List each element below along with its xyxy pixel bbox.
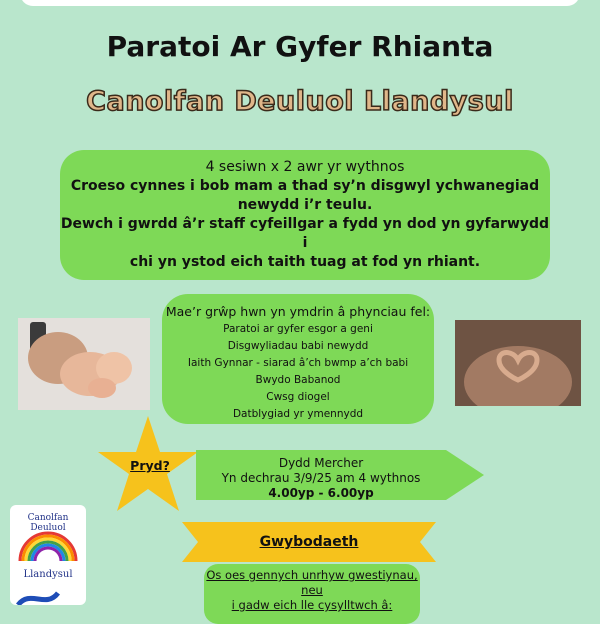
logo-top-text: Canolfan Deuluol	[27, 513, 69, 533]
contact-line: Os oes gennych unrhyw gwestiynau, neu	[206, 568, 418, 597]
intro-box	[60, 150, 550, 280]
baby-hands-photo	[18, 318, 150, 410]
topic-item: Iaith Gynnar - siarad â’ch bwmp a’ch babi	[187, 357, 409, 369]
family-centre-logo	[10, 505, 86, 605]
intro-line: newydd i’r teulu.	[237, 197, 373, 213]
when-line: Dydd Mercher	[278, 456, 364, 470]
intro-line: Dewch i gwrdd â’r staff cyfeillgar a fydd yn dod yn gyfarwydd i	[60, 216, 550, 251]
topic-item: Disgwyliadau babi newydd	[227, 340, 369, 352]
intro-line: Croeso cynnes i bob mam a thad sy’n disgwyl ychwanegiad	[70, 178, 540, 194]
logo-bottom-text: Llandysul	[23, 569, 73, 580]
when-details	[196, 456, 446, 501]
intro-line: 4 sesiwn x 2 awr yr wythnos	[205, 159, 405, 175]
topic-item: Datblygiad yr ymennydd	[232, 408, 364, 420]
topic-item: Paratoi ar gyfer esgor a geni	[223, 323, 373, 335]
top-banner-pill	[20, 0, 580, 6]
topics-heading: Mae’r grŵp hwn yn ymdrin â phynciau fel:	[165, 304, 431, 319]
contact-box	[204, 564, 420, 624]
intro-line: chi yn ystod eich taith tuag at fod yn rhiant.	[129, 254, 481, 270]
page-title: Paratoi Ar Gyfer Rhianta	[106, 30, 494, 63]
info-label: Gwybodaeth	[259, 534, 359, 550]
page-subtitle: Canolfan Deuluol Llandysul	[86, 86, 514, 117]
topics-box	[162, 294, 434, 424]
rainbow-icon	[10, 527, 86, 567]
river-wave-icon	[10, 585, 86, 605]
when-label: Pryd?	[130, 458, 170, 473]
topic-item: Bwydo Babanod	[255, 374, 341, 386]
when-line: 4.00yp - 6.00yp	[268, 486, 374, 500]
contact-line: i gadw eich lle cysylltwch â:	[231, 598, 393, 612]
pregnant-belly-photo	[455, 320, 581, 406]
when-line: Yn dechrau 3/9/25 am 4 wythnos	[221, 471, 421, 485]
topic-item: Cwsg diogel	[266, 391, 330, 403]
